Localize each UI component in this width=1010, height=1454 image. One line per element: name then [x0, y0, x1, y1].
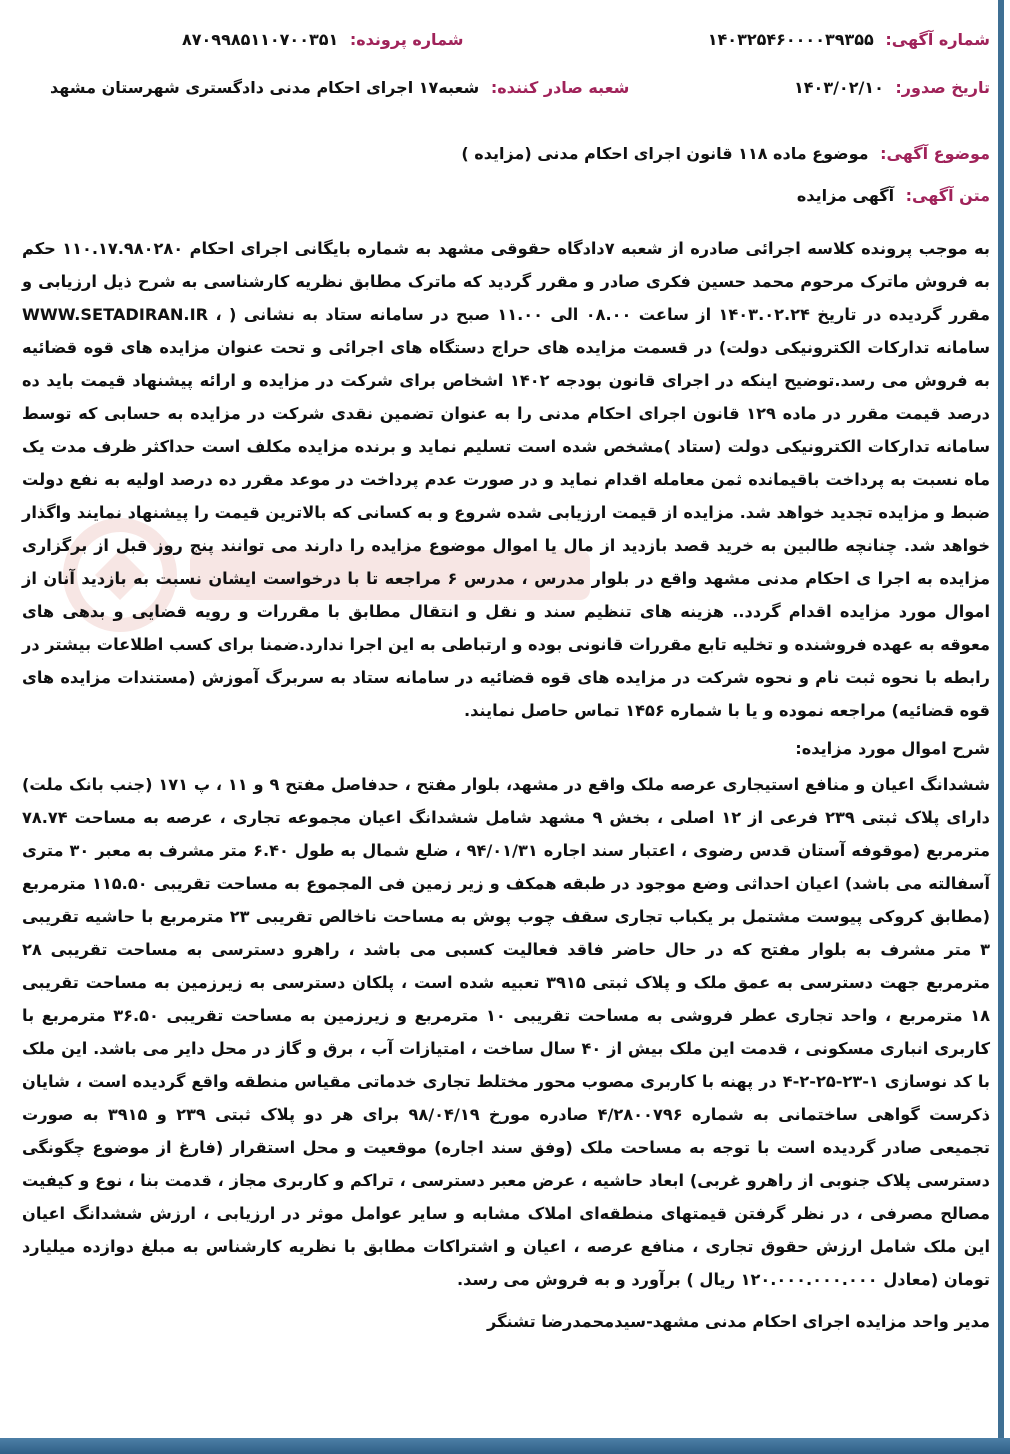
issuer-label: شعبه صادر کننده: — [490, 78, 630, 97]
notice-title: آگهی مزایده — [796, 186, 895, 205]
subject-text: موضوع ماده ۱۱۸ قانون اجرای احکام مدنی (مزایده ) — [461, 144, 869, 163]
issuer-field — [50, 78, 629, 97]
window-bottom-bar — [0, 1438, 1010, 1454]
notice-text-line — [22, 186, 990, 228]
case-number: ۸۷۰۹۹۸۵۱۱۰۷۰۰۳۵۱ — [182, 30, 339, 49]
issue-date: ۱۴۰۳/۰۲/۱۰ — [794, 78, 884, 97]
issuer: شعبه۱۷ اجرای احکام مدنی دادگستری شهرستان مشهد — [50, 78, 480, 97]
subject-block — [22, 144, 990, 228]
notice-number-label: شماره آگهی: — [885, 30, 990, 49]
subject-line — [22, 144, 990, 186]
notice-number: ۱۴۰۳۲۵۴۶۰۰۰۰۳۹۳۵۵ — [707, 30, 874, 49]
header-row-1 — [22, 30, 990, 78]
notice-number-field — [708, 30, 990, 49]
issue-date-label: تاریخ صدور: — [895, 78, 990, 97]
header-row-2 — [22, 78, 990, 126]
notice-text-label: متن آگهی: — [905, 186, 990, 205]
assets-section-title: شرح اموال مورد مزایده: — [795, 739, 990, 758]
setad-website-text: WWW.SETADIRAN.IR — [22, 305, 209, 324]
case-number-label: شماره پرونده: — [349, 30, 464, 49]
paragraph-1-part-b: سامانه تدارکات الکترونیکی دولت) در قسمت مزایده های حراج دستگاه های اجرائی و تحت عنوان مزایده های قوه قضائیه به فروش می رسد.توضیح اینکه در اجرای قانون بودجه ۱۴۰۲ اشخاص برای شرکت در مزایده و ارائه پیشنهاد قیمت باید ده درصد قیمت مقرر در ماده ۱۲۹ قانون اجرای احکام مدنی را به عنوان تضمین نقدی شرکت در مزایده به حسابی که توسط سامانه تدارکات الکترونیکی دولت (ستاد )مشخص شده است تسلیم نماید و برنده مزایده مکلف است حداکثر ظرف مدت یک ماه نسبت به پرداخت باقیمانده ثمن معامله اقدام نماید و در صورت عدم پرداخت در موعد مقرر ده درصد اولیه به نفع دولت ضبط و مزایده تجدید خواهد شد. مزایده از قیمت ارزیابی شده شروع و به کسانی که بالاترین قیمت را پیشنهاد نمایند واگذار خواهد شد. چنانچه طالبین به خرید قصد بازدید از مال یا اموال موضوع مزایده را دارند می توانند پنج روز قبل از برگزاری مزایده به اجرا ی احکام مدنی مشهد واقع در بلوار مدرس ، مدرس ۶ مراجعه تا با درخواست ایشان نسبت به بازدید آنان از اموال مورد مزایده اقدام گردد.. هزینه های تنظیم سند و نقل و انتقال مطابق با مقررات و رویه قضایی و بدهی های معوقه به عهده فروشنده و تخلیه تابع مقررات قانونی بوده و ارتباطی به این اجرا ندارد.ضمنا برای کسب اطلاعات بیشتر در رابطه با نحوه ثبت نام و نحوه شرکت در مزایده های قوه قضائیه در سامانه ستاد به سربرگ آموزش (مستندات مزایده های قوه قضائیه) مراجعه نموده و یا با شماره ۱۴۵۶ تماس حاصل نمایند. — [22, 338, 991, 720]
case-number-field — [182, 30, 464, 49]
signature-line: مدیر واحد مزایده اجرای احکام مدنی مشهد-سیدمحمدرضا تشنگر — [487, 1312, 990, 1331]
notice-paragraph-1 — [22, 232, 990, 727]
subject-label: موضوع آگهی: — [880, 144, 990, 163]
notice-document — [22, 30, 990, 1331]
assets-description: ششدانگ اعیان و منافع استیجاری عرصه ملک واقع در مشهد، بلوار مفتح ، حدفاصل مفتح ۹ و ۱۱ ، پ ۱۷۱ (جنب بانک ملت) دارای پلاک ثبتی ۲۳۹ فرعی از ۱۲ اصلی ، بخش ۹ مشهد شامل ششدانگ اعیان مجموعه تجاری ، عرصه به مساحت ۷۸.۷۴ مترمربع (موقوفه آستان قدس رضوی ، اعتبار سند اجاره ۹۴/۰۱/۳۱ ، ضلع شمال به طول ۶.۴۰ متر مشرف به معبر ۳۰ متری آسفالته می باشد) اعیان احداثی وضع موجود در طبقه همکف و زیر زمین فی المجموع به مساحت تقریبی ۱۱۵.۵۰ مترمربع (مطابق کروکی پیوست مشتمل بر یکباب تجاری سقف چوب پوش به مساحت ناخالص تقریبی ۲۳ مترمربع با حاشیه تقریبی ۳ متر مشرف به بلوار مفتح که در حال حاضر فاقد فعالیت کسبی می باشد ، راهرو دسترسی به مساحت تقریبی ۲۸ مترمربع جهت دسترسی به عمق ملک و پلاک ثبتی ۳۹۱۵ تعبیه شده است ، پلکان دسترسی به زیرزمین به مساحت تقریبی ۱۸ مترمربع ، واحد تجاری عطر فروشی به مساحت تقریبی ۱۰ مترمربع و زیرزمین به مساحت تقریبی ۳۶.۵۰ مترمربع با کاربری انباری مسکونی ، قدمت این ملک بیش از ۴۰ سال ساخت ، امتیازات آب ، برق و گاز در محل دایر می باشد. این ملک با کد نوسازی ۱-۲۳-۲۵-۲-۴ در پهنه با کاربری مصوب محور مختلط تجاری خدماتی مقیاس منطقه واقع گردیده است ، شایان ذکرست گواهی ساختمانی به شماره ۴/۲۸۰۰۷۹۶ صادره مورخ ۹۸/۰۴/۱۹ برای هر دو پلاک ثبتی ۲۳۹ و ۳۹۱۵ به صورت تجمیعی صادر گردیده است با توجه به مساحت ملک (وفق سند اجاره) موقعیت و محل استقرار (فارغ از موضوع چگونگی دسترسی پلاک جنوبی از راهرو غربی) ابعاد حاشیه ، عرض معبر دسترسی ، تراکم و کاربری مجاز ، قدمت بنا ، نوع و کیفیت مصالح مصرفی ، در نظر گرفتن قیمتهای منطقه‌ای املاک مشابه و سایر عوامل موثر در ارزیابی ، ارزش ششدانگ اعیان این ملک شامل ارزش حقوق تجاری ، منافع عرصه ، اعیان و اشتراکات مطابق با نظریه کارشناس به مبلغ دوازده میلیارد تومان (معادل ۱۲۰.۰۰۰.۰۰۰.۰۰۰ ریال ) برآورد و به فروش می رسد. — [22, 775, 991, 1289]
issue-date-field — [794, 78, 990, 97]
paragraph-1-part-a: به موجب پرونده کلاسه اجرائی صادره از شعبه ۷دادگاه حقوقی مشهد به شماره بایگانی اجرای احکام ۱۱۰.۱۷.۹۸۰۲۸۰ حکم به فروش ماترک مرحوم محمد حسین فکری صادر و مقرر گردید که ماترک مطابق نظریه کارشناسی به شرح ذیل ارزیابی و مقرر گردیده در تاریخ ۱۴۰۳.۰۲.۲۴ از ساعت ۰۸.۰۰ الی ۱۱.۰۰ صبح در سامانه ستاد به نشانی ( ، — [22, 239, 991, 324]
